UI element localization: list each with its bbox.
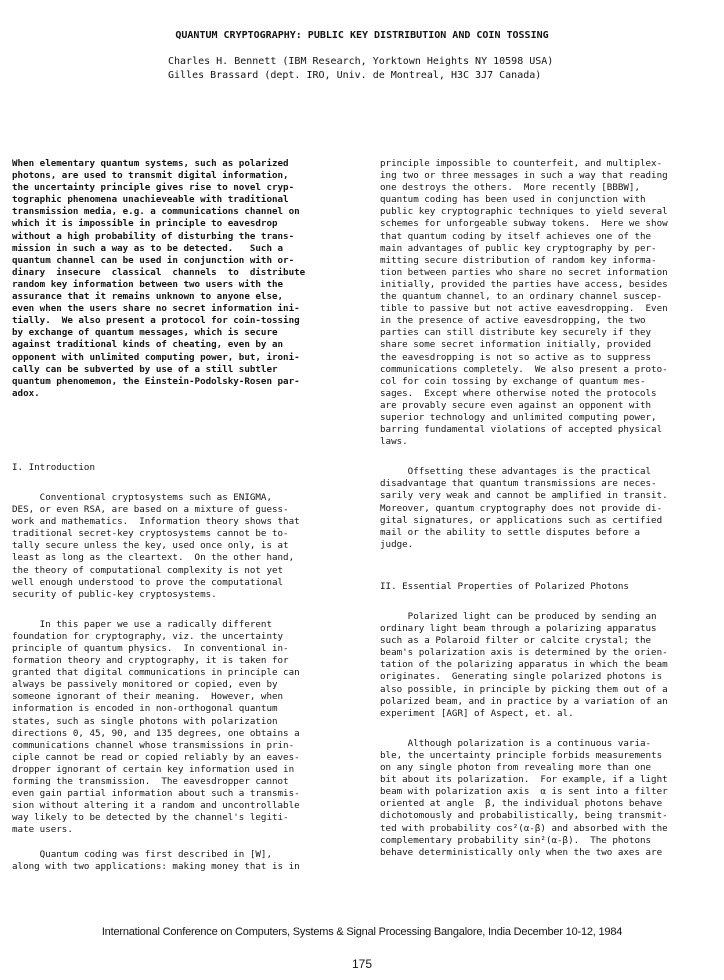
left-column	[12, 158, 350, 873]
text-line: parties can still distribute key securely if they	[380, 327, 652, 339]
abstract-line: When elementary quantum systems, such as polarized	[12, 158, 289, 169]
text-line: main advantages of public key cryptography by per-	[380, 242, 657, 254]
intro-paragraph-2	[12, 619, 350, 837]
text-line: laws.	[380, 436, 408, 448]
abstract-line: by exchange of quantum messages, which is secure	[12, 327, 278, 339]
text-line: way likely to be detected by the channel's legiti-	[12, 812, 289, 824]
text-line: forming the transmission. The eavesdropper cannot	[12, 776, 289, 788]
abstract-line: adox.	[12, 387, 40, 399]
text-line: granted that digital communications in principle can	[12, 667, 300, 679]
text-line: oriented at angle β, the individual photons behave	[380, 798, 663, 810]
text-line: least as long as the cleartext. On the other hand,	[12, 552, 295, 564]
text-line: the eavesdropping is not so active as to suppress	[380, 351, 652, 363]
text-line: disadvantage that quantum transmissions are neces-	[380, 478, 657, 490]
text-line: ted with probability cos²(α-β) and absorbed with the	[380, 822, 668, 834]
text-line: also possible, in principle by picking them out of a	[380, 683, 668, 695]
text-line: communications channel whose transmissions in prin-	[12, 739, 295, 751]
author-block	[168, 55, 553, 83]
text-line: tible to passive but not active eavesdropping. Even	[380, 303, 668, 315]
page-number: 175	[351, 957, 373, 971]
text-line: quantum coding has been used in conjunction with	[380, 194, 646, 206]
text-line: information is encoded in non-orthogonal quantum	[12, 703, 278, 715]
text-line: work and mathematics. Information theory shows that	[12, 516, 300, 528]
text-line: beam with polarization axis α is sent into a filter	[380, 786, 668, 798]
text-line: ing two or three messages in such a way that reading	[380, 170, 668, 182]
text-line: security of public-key cryptosystems.	[12, 588, 217, 600]
abstract-line: tographic phenomena unachieveable with traditional	[12, 194, 289, 206]
text-line: dropper ignorant of certain key information used in	[12, 763, 295, 775]
abstract-line: against traditional kinds of cheating, even by an	[12, 339, 284, 351]
abstract-line: without a high probability of disturbing the trans-	[12, 230, 295, 242]
text-line: public key cryptographic techniques to yield several	[380, 206, 668, 218]
right-paragraph-1	[380, 158, 710, 448]
text-line: sion without altering it a random and uncontrollable	[12, 800, 300, 812]
text-line: col for coin tossing by exchange of quantum mes-	[380, 375, 646, 387]
text-line: ordinary light beam through a polarizing apparatus	[380, 623, 657, 635]
text-line: principle impossible to counterfeit, and multiplex-	[380, 158, 663, 169]
text-line: judge.	[380, 538, 414, 550]
text-line: tion between parties who share no secret information	[380, 266, 668, 278]
abstract-line: cally can be subverted by use of a still subtler	[12, 363, 278, 375]
text-line: that quantum coding by itself achieves one of the	[380, 230, 652, 242]
text-line: mate users.	[12, 824, 73, 836]
author-bennett: Charles H. Bennett (IBM Research, Yorktown Heights NY 10598 USA)	[168, 56, 554, 67]
text-line: are provably secure even against an opponent with	[380, 399, 652, 411]
abstract-line: transmission media, e.g. a communications channel on	[12, 206, 300, 218]
text-line: on any single photon from revealing more than one	[380, 762, 652, 774]
text-line: DES, or even RSA, are based on a mixture of guess-	[12, 504, 289, 516]
text-line: polarized beam, and in practice by a variation of an	[380, 695, 668, 707]
abstract-line: opponent with unlimited computing power, but, ironi-	[12, 351, 300, 363]
paper-title: QUANTUM CRYPTOGRAPHY: PUBLIC KEY DISTRIBUTION AND COIN TOSSING	[175, 30, 549, 41]
author-brassard: Gilles Brassard (dept. IRO, Univ. de Montreal, H3C 3J7 Canada)	[168, 70, 542, 81]
text-line: barring fundamental violations of accepted physical	[380, 424, 663, 436]
text-line: In this paper we use a radically different	[12, 618, 272, 630]
text-line: in the presence of active eavesdropping, the two	[380, 315, 646, 327]
intro-paragraph-1	[12, 492, 350, 601]
abstract-line: assurance that it remains unknown to anyone else,	[12, 291, 284, 303]
text-line: mail or the ability to settle disputes before a	[380, 526, 640, 538]
abstract-line: the uncertainty principle gives rise to novel cryp-	[12, 182, 295, 194]
section-heading-introduction: I. Introduction	[12, 461, 95, 473]
text-line: mitting secure distribution of random key informa-	[380, 254, 657, 266]
text-line: always be passively monitored or copied, even by	[12, 679, 278, 691]
text-line: Polarized light can be produced by sending an	[380, 611, 657, 622]
text-line: along with two applications: making money that is in	[12, 860, 300, 872]
text-line: communications completely. We also present a proto-	[380, 363, 668, 375]
text-line: ble, the uncertainty principle forbids measurements	[380, 749, 663, 761]
text-line: experiment [AGR] of Aspect, et. al.	[380, 707, 574, 719]
text-line: ciple cannot be read or copied reliably by an eaves-	[12, 751, 300, 763]
right-column	[380, 158, 710, 859]
abstract	[12, 158, 350, 400]
text-line: initially, provided the parties have access, besides	[380, 278, 668, 290]
text-line: schemes for unforgeable subway tokens. Here we show	[380, 218, 668, 230]
text-line: Quantum coding was first described in [W],	[12, 848, 272, 860]
text-line: foundation for cryptography, viz. the uncertainty	[12, 630, 284, 642]
text-line: tation of the polarizing apparatus in which the beam	[380, 659, 668, 671]
abstract-line: quantum channel can be used in conjunction with or-	[12, 254, 295, 266]
text-line: tally secure unless the key, used once only, is at	[12, 540, 289, 552]
text-line: the theory of computational complexity is not yet	[12, 564, 284, 576]
text-line: such as a Polaroid filter or calcite crystal; the	[380, 635, 652, 647]
text-line: behave deterministically only when the two axes are	[380, 846, 663, 858]
text-line: Offsetting these advantages is the practical	[380, 466, 652, 478]
abstract-line: photons, are used to transmit digital information,	[12, 170, 289, 182]
text-line: superior technology and unlimited computing power,	[380, 411, 657, 423]
intro-paragraph-3	[12, 849, 350, 873]
text-line: share some secret information initially, provided	[380, 339, 652, 351]
abstract-line: random key information between two users with the	[12, 278, 284, 290]
text-line: bit about its polarization. For example, if a light	[380, 774, 668, 786]
text-line: Moreover, quantum cryptography does not provide di-	[380, 502, 663, 514]
right-paragraph-3	[380, 611, 710, 720]
right-paragraph-4	[380, 738, 710, 859]
abstract-line: quantum phenomemon, the Einstein-Podolsky-Rosen par-	[12, 375, 300, 387]
text-line: formation theory and cryptography, it is taken for	[12, 655, 289, 667]
right-paragraph-2	[380, 466, 710, 551]
text-line: sages. Except where otherwise noted the protocols	[380, 387, 657, 399]
text-line: traditional secret-key cryptosystems cannot be to-	[12, 528, 289, 540]
text-line: states, such as single photons with polarization	[12, 715, 278, 727]
text-line: dichotomously and probabilistically, being transmit-	[380, 810, 668, 822]
abstract-line: dinary insecure classical channels to distribute	[12, 266, 306, 278]
text-line: directions 0, 45, 90, and 135 degrees, one obtains a	[12, 727, 300, 739]
text-line: Although polarization is a continuous varia-	[380, 737, 652, 749]
text-line: originates. Generating single polarized photons is	[380, 671, 663, 683]
text-line: one destroys the others. More recently [BBBW],	[380, 182, 640, 194]
text-line: principle of quantum physics. In conventional in-	[12, 643, 289, 654]
text-line: beam's polarization axis is determined by the orien-	[380, 647, 668, 659]
abstract-line: mission in such a way as to be detected. Such a	[12, 242, 284, 254]
section-heading-polarized-photons: II. Essential Properties of Polarized Photons	[380, 580, 629, 592]
abstract-line: even when the users share no secret information ini-	[12, 303, 300, 315]
abstract-line: tially. We also present a protocol for coin-tossing	[12, 315, 300, 327]
abstract-line: which it is impossible in principle to eavesdrop	[12, 218, 278, 230]
text-line: even gain partial information about such a transmis-	[12, 788, 300, 800]
conference-footer: International Conference on Computers, Systems & Signal Processing Bangalore, India December 10-12, 1984	[101, 926, 623, 938]
text-line: Conventional cryptosystems such as ENIGMA,	[12, 491, 272, 503]
text-line: complementary probability sin²(α-β). The photons	[380, 834, 652, 846]
text-line: someone ignorant of their meaning. However, when	[12, 691, 284, 703]
text-line: well enough understood to prove the computational	[12, 576, 284, 588]
text-line: the quantum channel, to an ordinary channel suscep-	[380, 291, 663, 303]
text-line: gital signatures, or applications such as certified	[380, 514, 663, 526]
text-line: sarily very weak and cannot be amplified in transit.	[380, 490, 668, 502]
